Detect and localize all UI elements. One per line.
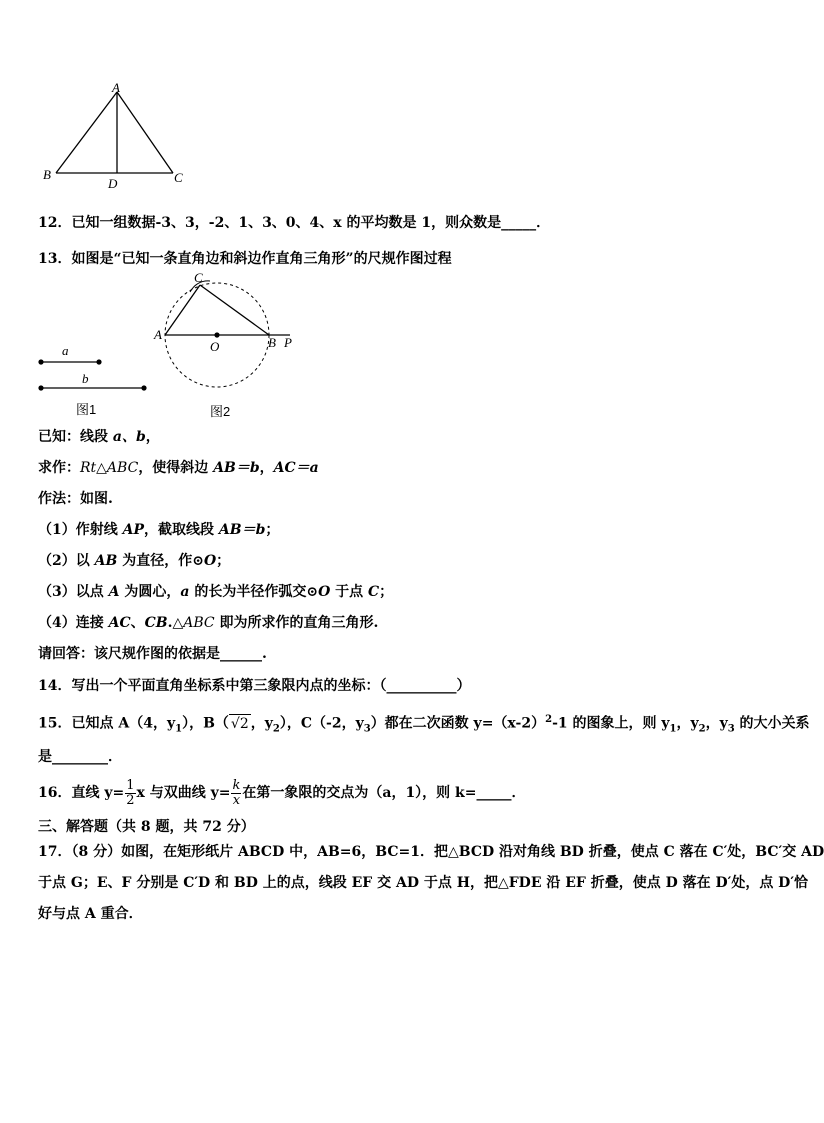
label-seg-a: a xyxy=(62,343,69,358)
question-15-line-2: 是________． xyxy=(38,749,122,765)
label-fig2-p: P xyxy=(284,335,292,350)
label-c: C xyxy=(174,170,183,185)
segment-cb xyxy=(200,285,269,335)
question-17-line-1: 17．（8 分）如图，在矩形纸片 ABCD 中，AB=6，BC=1．把△BCD 沿对角线 BD 折叠，使点 C 落在 C′处，BC′交 AD xyxy=(38,844,824,860)
label-b: B xyxy=(43,167,51,182)
question-13-title: 13．如图是“已知一条直角边和斜边作直角三角形”的尺规作图过程 xyxy=(38,251,452,267)
label-fig2-b: B xyxy=(268,335,276,350)
q13-step-2: （2）以 AB 为直径，作⊙O； xyxy=(38,553,231,569)
label-a: A xyxy=(112,80,120,95)
label-fig2-o: O xyxy=(210,339,220,354)
label-d: D xyxy=(108,176,118,191)
side-ab xyxy=(56,92,117,173)
sqrt-symbol: √2 xyxy=(230,715,249,732)
label-fig2-c: C xyxy=(194,270,203,285)
figure-2-caption: 图2 xyxy=(210,404,231,419)
side-ac xyxy=(117,92,173,173)
question-17-line-2: 于点 G；E、F 分别是 C′D 和 BD 上的点，线段 EF 交 AD 于点 H，把△FDE 沿 EF 折叠，使点 D 落在 D′处，点 D′恰 xyxy=(38,875,809,891)
q13-requirement: 求作：Rt△ABC，使得斜边 AB＝b，AC＝a xyxy=(38,460,319,476)
q13-step-3: （3）以点 A 为圆心，a 的长为半径作弧交⊙O 于点 C； xyxy=(38,584,394,600)
label-fig2-a: A xyxy=(154,327,162,342)
fraction-one-half: $\frac{1}{2}$ xyxy=(126,777,135,808)
q13-step-4: （4）连接 AC、CB.△ABC 即为所求作的直角三角形. xyxy=(38,615,379,631)
question-17-line-3: 好与点 A 重合． xyxy=(38,906,143,922)
label-seg-b: b xyxy=(82,371,89,386)
fraction-k-over-x: $\frac{k}{x}$ xyxy=(232,777,241,808)
q13-method: 作法：如图. xyxy=(38,491,113,507)
question-16: 16．直线 y= $\frac{1}{2}$ x 与双曲线 y= $\frac{k}{x}$ 在第一象限的交点为（a，1），则 k=_____． xyxy=(38,777,526,808)
construction-diagram xyxy=(150,268,300,396)
question-14: 14．写出一个平面直角坐标系中第三象限内点的坐标：（__________） xyxy=(38,678,471,694)
q13-known: 已知：线段 a、b， xyxy=(38,429,160,445)
question-15-line-1: 15．已知点 A（4，$y_1$），B（ √2 ，$y_2$），C（-2，$y_3$）都在二次函数 $y=(x-2)^2-1$ 的图象上，则 $y_1$，$y_2$，$y_3$ 的大小关系 xyxy=(38,714,810,735)
question-12: 12．已知一组数据-3、3，-2、1、3、0、4、x 的平均数是 1，则众数是_____． xyxy=(38,215,551,231)
segments-diagram xyxy=(34,340,164,400)
section-3-heading: 三、解答题（共 8 题，共 72 分） xyxy=(38,819,255,835)
q13-step-1: （1）作射线 AP，截取线段 AB＝b； xyxy=(38,522,280,538)
q13-answer: 请回答：该尺规作图的依据是______. xyxy=(38,646,267,662)
triangle-figure xyxy=(38,80,198,195)
figure-1 xyxy=(34,340,164,418)
figure-2 xyxy=(150,268,300,420)
figure-1-caption: 图1 xyxy=(76,402,97,417)
segment-ac xyxy=(165,285,200,335)
point-o xyxy=(214,332,219,337)
